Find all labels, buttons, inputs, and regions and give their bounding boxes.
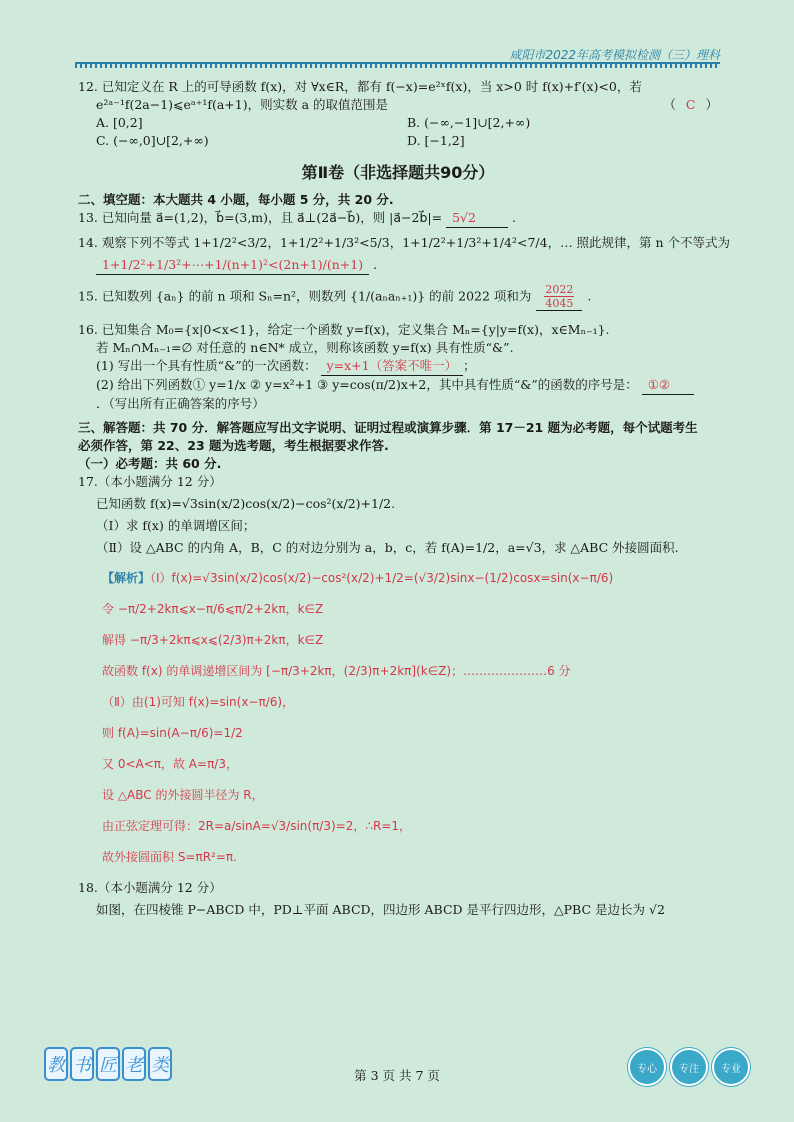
q15-answer: [536, 283, 582, 311]
q13-text: 13. 已知向量 a⃗=(1,2)，b⃗=(3,m)，且 a⃗⊥(2a⃗−b⃗)，则 |a⃗−2b⃗|=: [78, 210, 443, 225]
q12-answer: C: [685, 97, 696, 112]
required-heading: （一）必考题：共 60 分.: [78, 456, 222, 471]
header-rule: [75, 64, 720, 68]
q16-line3: (1) 写出一个具有性质“&”的一次函数： y=x+1（答案不唯一） ；: [78, 357, 718, 376]
solution-line-5: （Ⅱ）由(1)可知 f(x)=sin(x−π/6)，: [102, 695, 295, 709]
solution-tag: 【解析】: [102, 571, 151, 585]
q17-line2: （Ⅰ）求 f(x) 的单调增区间；: [96, 518, 256, 533]
solution-line-8: 设 △ABC 的外接圆半径为 R，: [102, 788, 264, 802]
badge-3: 专业: [712, 1048, 750, 1086]
page-header: [75, 46, 720, 64]
q18-heading: 18.（本小题满分 12 分）: [78, 880, 222, 895]
logo-char-4: 老: [122, 1047, 146, 1081]
q12-option-b: B. (−∞,−1]∪[2,+∞): [407, 115, 531, 130]
q16-line5: ．（写出所有正确答案的序号）: [96, 396, 265, 411]
q16-line4-text: (2) 给出下列函数① y=1/x ② y=x²+1 ③ y=cos(π/2)x+2，其中具有性质“&”的函数的序号是：: [96, 377, 638, 392]
solve-heading-2: 必须作答，第 22、23 题为选考题，考生根据要求作答.: [78, 438, 389, 453]
q16-answer1: y=x+1（答案不唯一）: [321, 357, 464, 376]
q12-option-d: D. [−1,2]: [407, 133, 465, 148]
solution-line-7: 又 0<A<π，故 A=π/3，: [102, 757, 238, 771]
q12-line2: [78, 96, 718, 114]
solve-heading-1: 三、解答题：共 70 分．解答题应写出文字说明、证明过程或演算步骤．第 17－21 题为必考题，每个试题考生: [78, 420, 698, 435]
badge-1: 专心: [628, 1048, 666, 1086]
q12-option-a: A. [0,2]: [96, 115, 143, 130]
q13-answer: 5√2: [446, 209, 508, 228]
solution-line-1: [78, 569, 718, 588]
q18-line1: 如图，在四棱锥 P−ABCD 中，PD⊥平面 ABCD，四边形 ABCD 是平行四边形，△PBC 是边长为 √2: [96, 902, 665, 917]
q12-line2-text: e²ᵃ⁻¹f(2a−1)⩽eᵃ⁺¹f(a+1)，则实数 a 的取值范围是: [96, 97, 389, 112]
q15-answer-den: 4045: [545, 297, 574, 310]
q12-options-row2: [78, 132, 718, 150]
q16-answer2: ①②: [642, 376, 694, 395]
q12-option-c: C. (−∞,0]∪[2,+∞): [96, 133, 209, 148]
q17-solution: [78, 569, 718, 867]
q16-line4: [78, 376, 718, 395]
badge-2: 专注: [670, 1048, 708, 1086]
solution-line-3: 解得 −π/3+2kπ⩽x⩽(2/3)π+2kπ，k∈Z: [102, 633, 324, 647]
q17-heading: 17.（本小题满分 12 分）: [78, 474, 222, 489]
logo-char-3: 匠: [96, 1047, 120, 1081]
q12-line1: 12. 已知定义在 R 上的可导函数 f(x)，对 ∀x∈R，都有 f(−x)=e²ˣf(x)，当 x>0 时 f(x)+f′(x)<0，若: [78, 79, 642, 94]
solution-line-9: 由正弦定理可得：2R=a/sinA=√3/sin(π/3)=2，∴R=1，: [102, 819, 412, 833]
solution-line-1-text: （Ⅰ）f(x)=√3sin(x/2)cos(x/2)−cos²(x/2)+1/2=(√3/2)sinx−(1/2)cosx=sin(x−π/6): [150, 571, 614, 585]
solution-line-10: 故外接圆面积 S=πR²=π.: [102, 850, 237, 864]
solution-line-2: 令 −π/2+2kπ⩽x−π/6⩽π/2+2kπ，k∈Z: [102, 602, 324, 616]
q16-line2: 若 Mₙ∩Mₙ₋₁=∅ 对任意的 n∈N* 成立，则称该函数 y=f(x) 具有性质“&”.: [96, 340, 514, 355]
q12-options-row1: [78, 114, 718, 132]
solution-line-4: 故函数 f(x) 的单调递增区间为 [−π/3+2kπ，(2/3)π+2kπ](k∈Z)；…………………6 分: [102, 664, 571, 678]
q14: 14. 观察下列不等式 1+1/2²<3/2，1+1/2²+1/3²<5/3，1+1/2²+1/3²+1/4²<7/4，… 照此规律，第 n 个不等式为: [78, 235, 731, 250]
logo-char-2: 书: [70, 1047, 94, 1081]
q14-answer-line: 1+1/2²+1/3²+⋯+1/(n+1)²<(2n+1)/(n+1) .: [78, 256, 718, 275]
logo-char-1: 教: [44, 1047, 68, 1081]
q13: 13. 已知向量 a⃗=(1,2)，b⃗=(3,m)，且 a⃗⊥(2a⃗−b⃗)，则 |a⃗−2b⃗|= 5√2 .: [78, 209, 718, 228]
q12-answer-open: （: [663, 97, 676, 112]
q16-line1: 16. 已知集合 M₀={x|0<x<1}，给定一个函数 y=f(x)，定义集合 Mₙ={y|y=f(x)，x∈Mₙ₋₁}.: [78, 322, 610, 337]
part2-title: 第Ⅱ卷（非选择题共90分）: [301, 163, 495, 182]
footer-badges: [628, 1048, 750, 1086]
q16-line3-text: (1) 写出一个具有性质“&”的一次函数：: [96, 358, 317, 373]
q12-answer-box: [663, 96, 718, 114]
q14-answer: 1+1/2²+1/3²+⋯+1/(n+1)²<(2n+1)/(n+1): [96, 256, 369, 275]
fill-heading: 二、填空题：本大题共 4 小题，每小题 5 分，共 20 分.: [78, 192, 394, 207]
q12-answer-close: ）: [705, 97, 718, 112]
page-number: 第 3 页 共 7 页: [354, 1068, 440, 1083]
q17-line3: （Ⅱ）设 △ABC 的内角 A，B，C 的对边分别为 a，b，c，若 f(A)=1/2，a=√3，求 △ABC 外接圆面积.: [96, 540, 679, 555]
page-content: [78, 78, 731, 919]
q15-answer-num: 2022: [545, 283, 574, 296]
q15-text: 15. 已知数列 {aₙ} 的前 n 项和 Sₙ=n²，则数列 {1/(aₙaₙ₊₁)} 的前 2022 项和为: [78, 288, 532, 304]
solution-line-6: 则 f(A)=sin(A−π/6)=1/2: [102, 726, 243, 740]
q17-line1: 已知函数 f(x)=√3sin(x/2)cos(x/2)−cos²(x/2)+1/2.: [96, 496, 396, 511]
q15: 15. 已知数列 {aₙ} 的前 n 项和 Sₙ=n²，则数列 {1/(aₙaₙ₊₁)} 的前 2022 项和为 $\frac{2022}{4045}$ .: [78, 283, 592, 310]
logo-char-5: 类: [148, 1047, 172, 1081]
header-title: 咸阳市2022年高考模拟检测（三）理科: [509, 48, 720, 62]
